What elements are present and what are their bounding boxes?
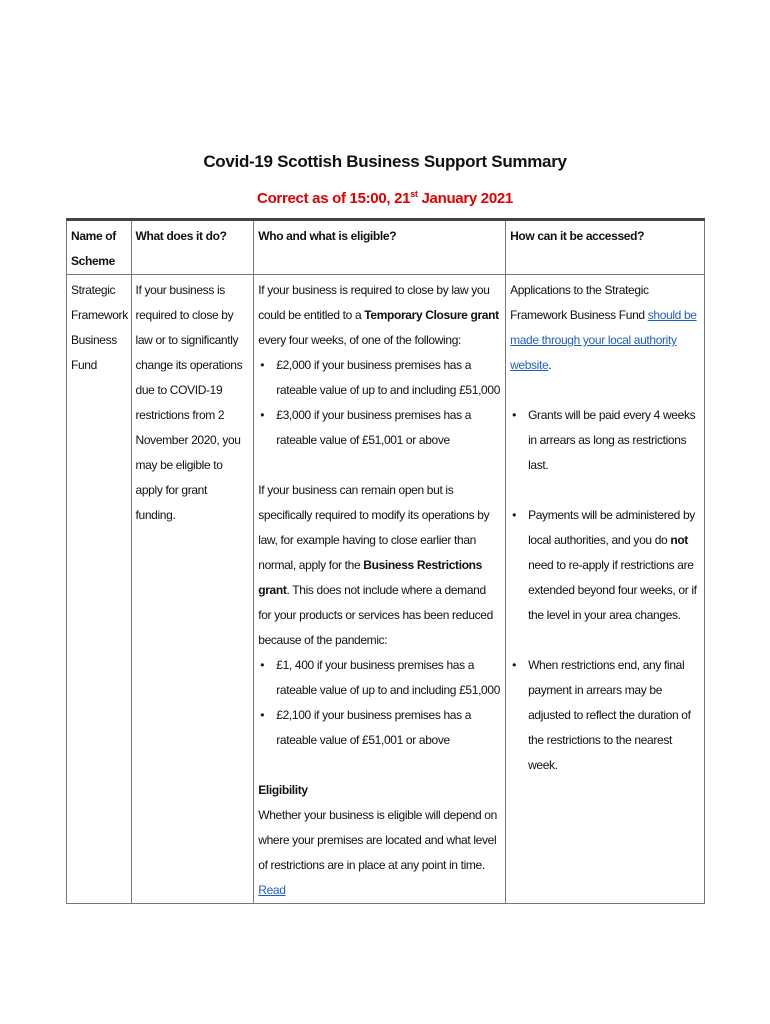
table-row xyxy=(67,275,705,904)
paragraph-text: If your business can remain open but is specifically required to modify its operations by law, for example having to close earlier than normal, apply for the xyxy=(258,483,490,572)
paragraph-text: . xyxy=(548,358,552,372)
list-item: • Grants will be paid every 4 weeks in arrears as long as restrictions last. xyxy=(524,403,700,478)
list-item: • £2,100 if your business premises has a rateable value of £51,001 or above xyxy=(272,703,501,753)
document-date-subtitle xyxy=(0,190,770,207)
access-bullets-list-2 xyxy=(510,503,700,628)
local-authority-website-link[interactable]: should be made through your local authority website xyxy=(510,308,697,372)
subtitle-date-rest: January 2021 xyxy=(417,190,513,207)
list-item: • £2,000 if your business premises has a rateable value of up to and including £51,000 xyxy=(272,353,501,403)
paragraph-text: Applications to the Strategic Framework Business Fund xyxy=(510,283,649,322)
not-emphasis: not xyxy=(670,533,688,547)
access-bullets-list-3 xyxy=(510,653,700,778)
paragraph-text: every four weeks, of one of the following: xyxy=(258,333,462,347)
temporary-closure-grant-term: Temporary Closure grant xyxy=(364,308,499,322)
list-item: • £3,000 if your business premises has a rateable value of £51,001 or above xyxy=(272,403,501,453)
read-more-link[interactable]: Read xyxy=(258,883,286,897)
eligibility-heading: Eligibility xyxy=(258,783,308,797)
paragraph-text: Payments will be administered by local authorities, and you do xyxy=(528,508,695,547)
paragraph-text: . This does not include where a demand for your products or services has been reduced because of the pandemic: xyxy=(258,583,493,647)
temporary-closure-paragraph xyxy=(258,278,501,353)
document-title: Covid-19 Scottish Business Support Summary xyxy=(203,152,567,171)
support-summary-table xyxy=(66,218,705,904)
cell-scheme-name: Strategic Framework Business Fund xyxy=(67,275,132,904)
list-item: • £1, 400 if your business premises has a rateable value of up to and including £51,000 xyxy=(272,653,501,703)
business-restrictions-grant-term: Business Restrictions grant xyxy=(258,558,482,597)
temporary-closure-amounts-list xyxy=(258,353,501,453)
cell-eligibility xyxy=(254,275,506,904)
business-restrictions-amounts-list xyxy=(258,653,501,753)
list-item: • When restrictions end, any final payment in arrears may be adjusted to reflect the duration of the restrictions to the nearest week. xyxy=(524,653,700,778)
paragraph-text: If your business is required to close by law you could be entitled to a xyxy=(258,283,490,322)
header-name-of-scheme: Name of Scheme xyxy=(67,220,132,275)
cell-how-accessed xyxy=(506,275,705,904)
business-restrictions-paragraph xyxy=(258,478,501,653)
header-how-accessed: How can it be accessed? xyxy=(506,220,705,275)
cell-what-it-does: If your business is required to close by law or to significantly change its operations due to COVID-19 restrictions from 2 November 2020, you may be eligible to apply for grant funding. xyxy=(131,275,254,904)
access-intro-paragraph xyxy=(510,278,700,378)
access-bullets-list-1 xyxy=(510,403,700,478)
paragraph-text: Whether your business is eligible will depend on where your premises are located and what level of restrictions are in place at any point in time. xyxy=(258,808,497,872)
header-who-is-eligible: Who and what is eligible? xyxy=(254,220,506,275)
paragraph-text: need to re-apply if restrictions are extended beyond four weeks, or if the level in your area changes. xyxy=(528,558,697,622)
list-item xyxy=(524,503,700,628)
table-header-row xyxy=(67,220,705,275)
eligibility-paragraph xyxy=(258,803,501,903)
subtitle-date-suffix: st xyxy=(410,189,418,199)
header-what-does-it-do: What does it do? xyxy=(131,220,254,275)
subtitle-date-prefix: Correct as of 15:00, 21 xyxy=(257,190,411,207)
